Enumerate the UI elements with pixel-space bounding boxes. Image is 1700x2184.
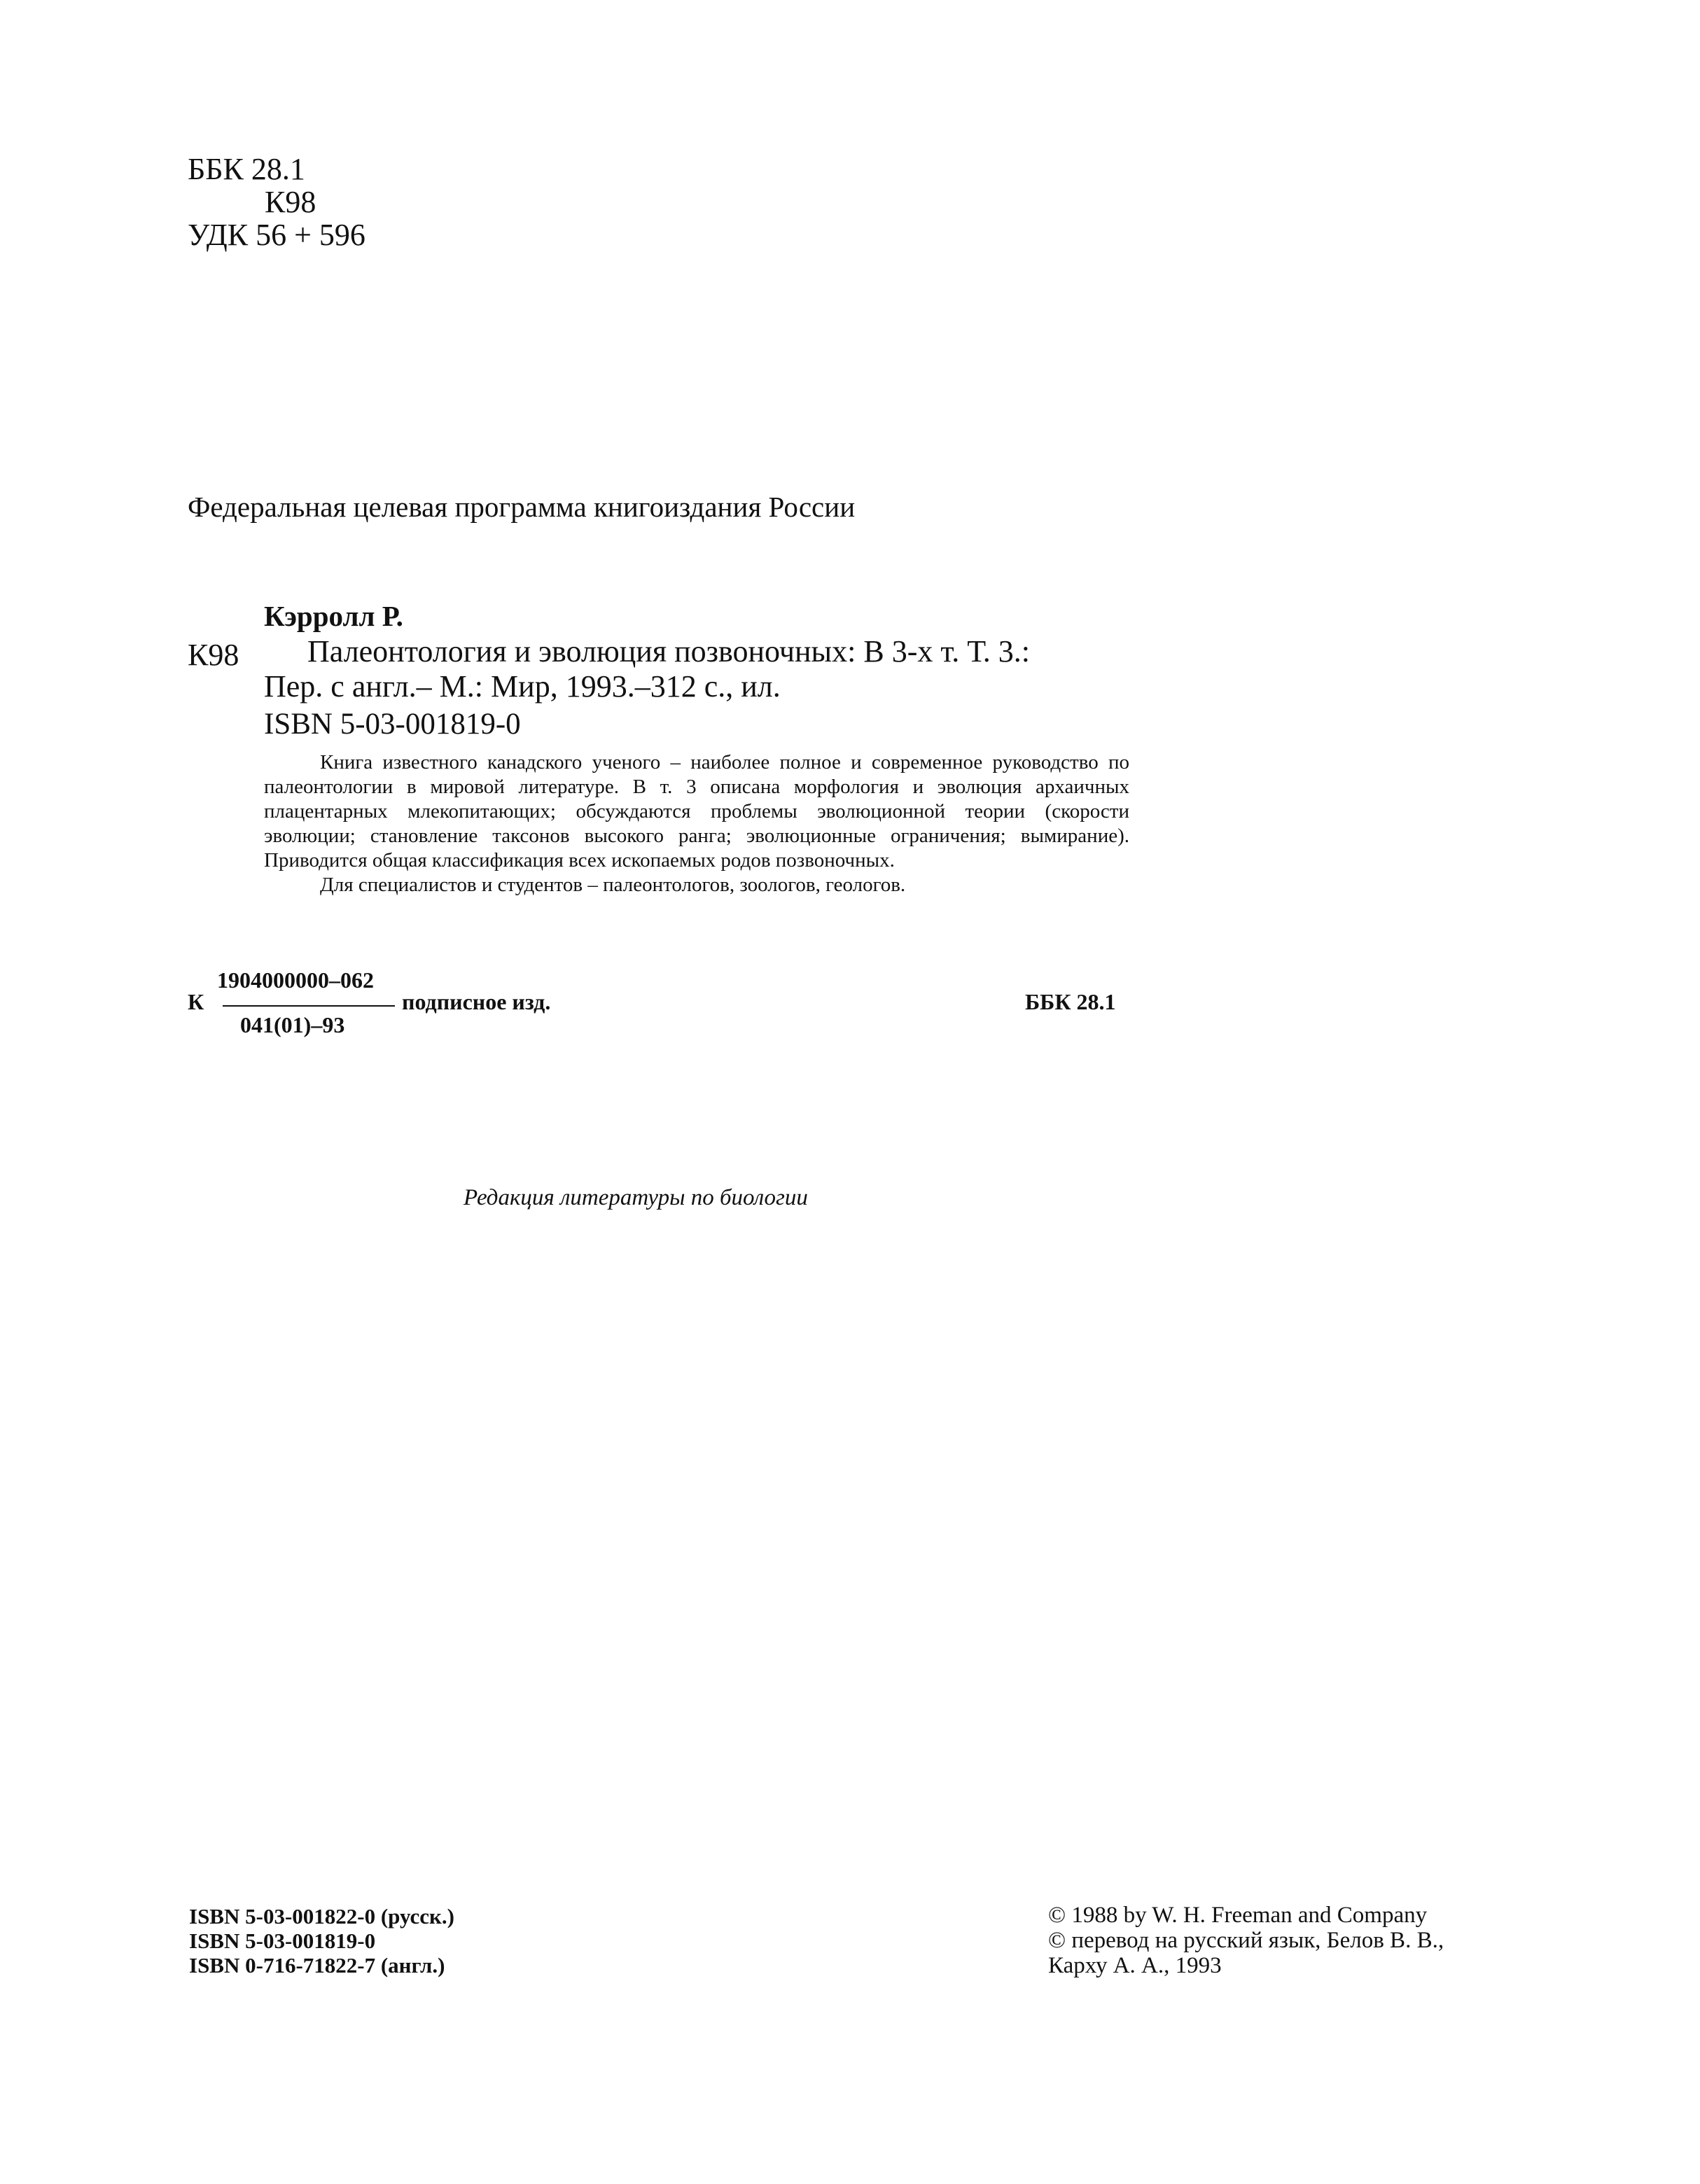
program-title: Федеральная целевая программа книгоиздания России	[188, 491, 856, 523]
udk-code: УДК 56 + 596	[188, 218, 365, 252]
classification-block	[188, 153, 365, 251]
fraction-line	[223, 1005, 395, 1007]
catalog-author-mark: К98	[188, 638, 239, 672]
annotation-paragraph: Книга известного канадского ученого – наиболее полное и современное руководство по палеонтологии в мировой литературе. В т. 3 описана морфология и эволюция архаичных плацентарных млекопитающих; обсуждаются проблемы эволюционной теории (скорости эволюции; становление таксонов высокого ранга; эволюционные ограничения; вымирание). Приводится общая классификация всех ископаемых родов позвоночных.	[264, 751, 1129, 872]
annotation	[264, 750, 1129, 897]
isbn-english: ISBN 0-716-71822-7 (англ.)	[189, 1953, 445, 1977]
catalog-isbn: ISBN 5-03-001819-0	[264, 708, 521, 741]
code-denominator: 041(01)–93	[240, 1012, 345, 1037]
code-note: подписное изд.	[402, 989, 551, 1014]
copyright-translators: Карху А. А., 1993	[1048, 1953, 1222, 1978]
bbk-code: ББК 28.1	[188, 152, 305, 186]
editorial-office: Редакция литературы по биологии	[464, 1185, 808, 1210]
catalog-title	[264, 634, 1139, 704]
isbn-russian: ISBN 5-03-001822-0 (русск.)	[189, 1904, 454, 1928]
copyright-original: © 1988 by W. H. Freeman and Company	[1048, 1903, 1428, 1928]
annotation-audience: Для специалистов и студентов – палеонтологов, зоологов, геологов.	[320, 874, 906, 896]
catalog-title-line1: Палеонтология и эволюция позвоночных: В 3-х т. Т. 3.:	[307, 634, 1030, 668]
isbn-list	[189, 1904, 454, 1977]
author-mark: К98	[265, 185, 316, 219]
isbn-volume: ISBN 5-03-001819-0	[189, 1928, 376, 1953]
code-bbk: ББК 28.1	[1025, 989, 1116, 1014]
copyright-translation: © перевод на русский язык, Белов В. В.,	[1048, 1928, 1444, 1953]
code-numerator: 1904000000–062	[217, 967, 374, 993]
copyright-block	[1048, 1903, 1444, 1978]
catalog-title-line2: Пер. с англ.– М.: Мир, 1993.–312 с., ил.	[264, 669, 781, 704]
catalog-author: Кэрролл Р.	[264, 600, 403, 632]
code-letter: К	[188, 989, 204, 1014]
